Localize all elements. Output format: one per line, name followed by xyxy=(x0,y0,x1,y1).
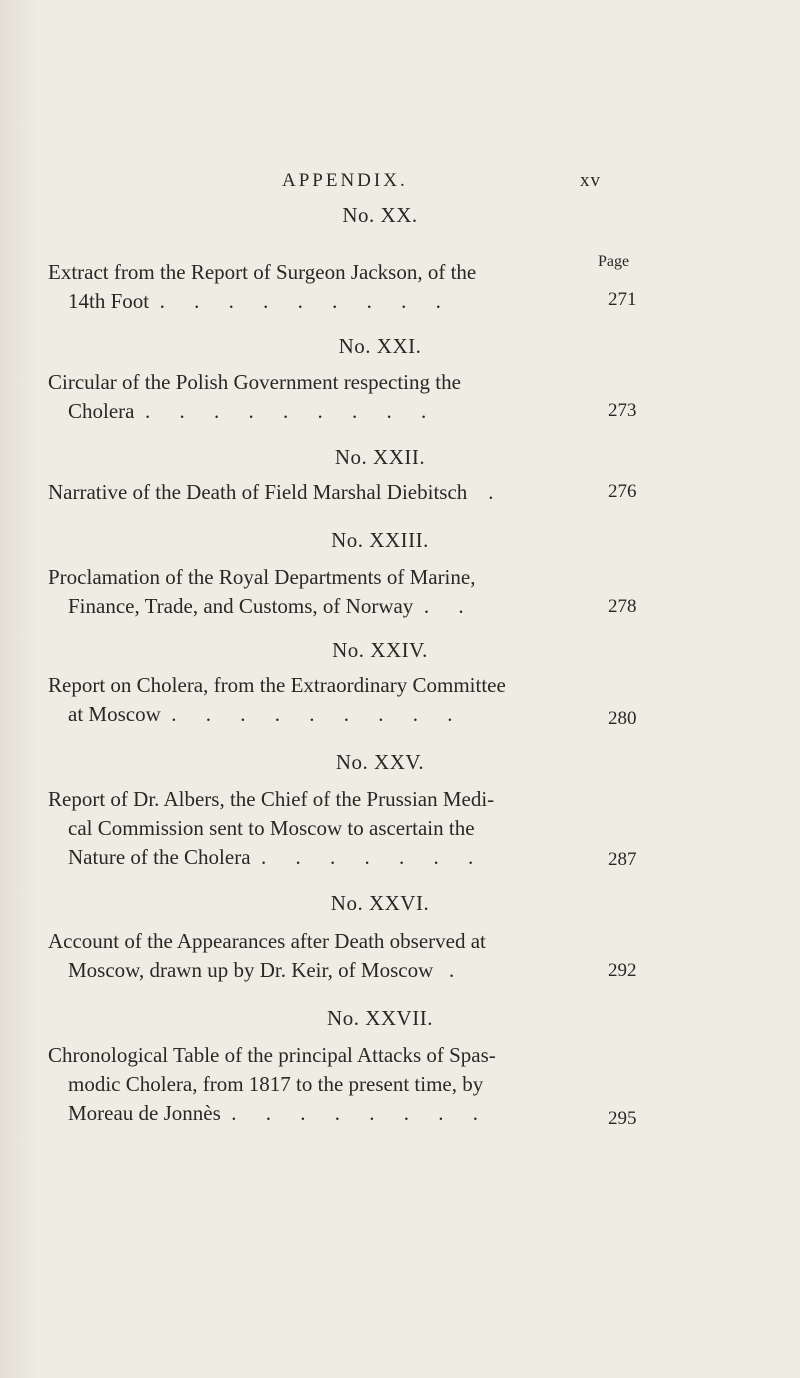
entry-line: Report of Dr. Albers, the Chief of the Prussian Medi- xyxy=(48,787,495,811)
dot-leader: . xyxy=(449,958,467,982)
entry-page-number: 273 xyxy=(608,400,637,421)
entry-page-number: 287 xyxy=(608,849,637,870)
entry-line: Moreau de Jonnès . . . . . . . . xyxy=(68,1101,491,1125)
entry-line: Chronological Table of the principal Attacks of Spas- xyxy=(48,1043,496,1067)
toc-entry xyxy=(48,785,608,872)
dot-leader: . . . . . . . . . xyxy=(144,399,439,423)
entry-line: Proclamation of the Royal Departments of Marine, xyxy=(48,565,476,589)
entry-line: modic Cholera, from 1817 to the present time, by xyxy=(68,1072,484,1096)
toc-entry xyxy=(48,563,608,621)
entry-page-number: 295 xyxy=(608,1108,637,1129)
entry-line: at Moscow . . . . . . . . . xyxy=(68,702,465,726)
entry-page-number: 276 xyxy=(608,481,637,502)
entry-page-number: 280 xyxy=(608,708,637,729)
section-number: No. XXVI. xyxy=(330,891,430,915)
dot-leader: . . . . . . . . xyxy=(231,1101,491,1125)
toc-entry xyxy=(48,368,608,426)
section-number: No. XXVII. xyxy=(327,1006,433,1030)
entry-line: Report on Cholera, from the Extraordinary Committee xyxy=(48,673,506,697)
section-number: No. XXII. xyxy=(334,445,426,469)
entry-line: Moscow, drawn up by Dr. Keir, of Moscow . xyxy=(68,958,467,982)
dot-leader: . . . . . . . . . xyxy=(159,289,453,313)
toc-entry xyxy=(48,671,608,729)
section-number: No. XXIV. xyxy=(332,638,428,662)
entry-line: cal Commission sent to Moscow to ascertain the xyxy=(68,816,475,840)
toc-entry xyxy=(48,1041,608,1128)
section-number: No. XX. xyxy=(342,203,418,227)
toc-entry xyxy=(48,478,608,507)
page-column-label: Page xyxy=(598,253,630,270)
section-number: No. XXI. xyxy=(338,334,422,358)
page-folio: xv xyxy=(580,170,601,191)
entry-page-number: 278 xyxy=(608,596,637,617)
dot-leader: . xyxy=(488,480,506,504)
entry-line: 14th Foot . . . . . . . . . xyxy=(68,289,453,313)
entry-line: Account of the Appearances after Death observed at xyxy=(48,929,486,953)
entry-line: Extract from the Report of Surgeon Jackson, of the xyxy=(48,260,477,284)
entry-line: Circular of the Polish Government respecting the xyxy=(48,370,461,394)
section-number: No. XXIII. xyxy=(331,528,429,552)
entry-line: Nature of the Cholera . . . . . . . xyxy=(68,845,486,869)
entry-line: Cholera . . . . . . . . . xyxy=(68,399,439,423)
toc-entry xyxy=(48,258,608,316)
running-title: APPENDIX. xyxy=(282,170,408,191)
section-number: No. XXV. xyxy=(335,750,425,774)
dot-leader: . . . . . . . . . xyxy=(171,702,465,726)
entry-line: Narrative of the Death of Field Marshal Diebitsch . xyxy=(48,480,506,504)
dot-leader: . . xyxy=(423,594,476,618)
entry-page-number: 292 xyxy=(608,960,637,981)
running-head xyxy=(0,170,800,200)
entry-page-number: 271 xyxy=(608,289,637,310)
entry-line: Finance, Trade, and Customs, of Norway . . xyxy=(68,594,476,618)
dot-leader: . . . . . . . xyxy=(261,845,486,869)
toc-entry xyxy=(48,927,608,985)
